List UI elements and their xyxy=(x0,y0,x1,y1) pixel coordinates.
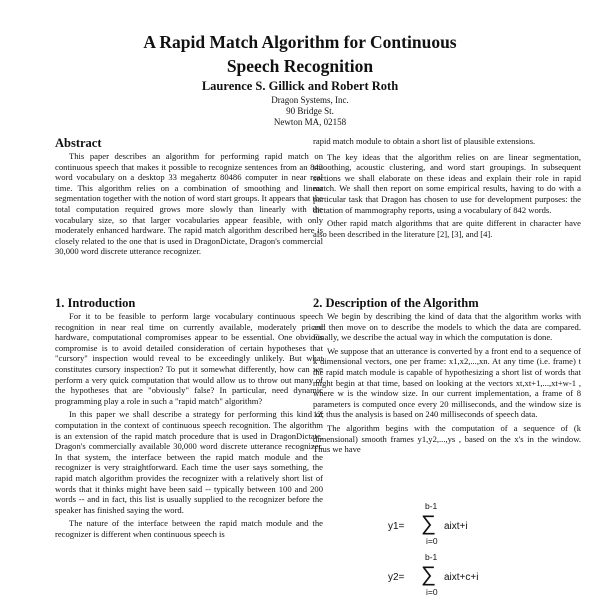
section-2-heading: 2. Description of the Algorithm xyxy=(313,296,479,310)
formula-y2-upper-limit: b-1 xyxy=(425,552,438,562)
paper-title-line-2: Speech Recognition xyxy=(226,56,374,76)
right-intro-continuation xyxy=(313,136,581,239)
formula-y1-rhs: aixt+i xyxy=(444,521,468,532)
formula-y1-lhs: y1= xyxy=(388,521,405,532)
abstract-section xyxy=(55,136,323,257)
continuation-paragraph: rapid match module to obtain a short list of plausible extensions. xyxy=(313,136,536,146)
abstract-body: This paper describes an algorithm for performing rapid match on continuous speech that makes it possible to recognize sentences from an 842 word vocabulary on a desktop 33 megahertz 80486 computer in near real time. This algorithm relies on a combination of smoothing and linear segmentation together with the notion of word start groups. It appears that the total computation required grows more slowly than linearly with the vocabulary size, so that larger vocabularies appear feasible, with only moderately enhanced hardware. The rapid match algorithm described here is closely related to the one that is used in DragonDictate, Dragon's commercial 30,000 word discrete utterance recognizer. xyxy=(55,151,323,257)
other-algorithms-paragraph: Other rapid match algorithms that are quite different in character have also been described in the literature [2], [3], and [4]. xyxy=(313,218,581,239)
section-2-paragraph-1: We begin by describing the kind of data that the algorithm works with and then move on to describe the models to which the data are compared. Finally, we describe the actual way in which the computation is done. xyxy=(313,311,581,343)
introduction-paragraph-2: In this paper we shall describe a strategy for performing this kind of computation in the context of continuous speech recognition. The algorithm is an extension of the rapid match procedure that is used in DragonDictate, Dragon's commercially available 30,000 word discrete utterance recognizer. In that system, the interface between the rapid match module and the recognizer is very straightforward. Each time the user says something, the rapid match algorithm provides the recognizer with a relatively short list of words that it thinks might have been said -- typically between 100 and 200 words -- and in fact, this list is usually supplied to the recognizer before the speaker has finished saying the word. xyxy=(55,409,323,515)
section-2-paragraph-3: The algorithm begins with the computation of a sequence of (k dimensional) smooth frames y1,y2,...,ys , based on the x's in the window. Thus we have xyxy=(313,422,581,455)
introduction-paragraph-3: The nature of the interface between the rapid match module and the recognizer is different when continuous speech is xyxy=(55,518,323,539)
paper-title-line-1: A Rapid Match Algorithm for Continuous xyxy=(143,32,457,52)
paper-authors: Laurence S. Gillick and Robert Roth xyxy=(201,79,399,93)
formula-y2-rhs: aixt+c+i xyxy=(444,572,479,583)
affiliation-line-3: Newton MA, 02158 xyxy=(273,117,347,127)
summation-symbol: ∑ xyxy=(421,512,436,535)
section-2 xyxy=(313,296,581,455)
introduction-paragraph-1: For it to be feasible to perform large vocabulary continuous speech recognition in near real time on currently available, moderately priced hardware, computational compromises appear to be essential. One obvious compromise is to avoid detailed consideration of certain hypotheses that "cursory" inspection would reveal to be exceedingly unlikely. But what constitutes cursory inspection? To put it somewhat differently, how can we perform a very quick computation that would allow us to throw out many of the hypotheses that are "obviously" false? In particular, need dynamic programming play a role in such a "rapid match" algorithm? xyxy=(55,311,323,406)
key-ideas-paragraph: The key ideas that the algorithm relies on are linear segmentation, smoothing, acoustic clustering, and word start groupings. In subsequent sections we shall elaborate on these ideas and explain their role in rapid match. We shall then report on some empirical results, having to do with a particular task that Dragon has chosen to use for development purposes: the dictation of mammography reports, using a vocabulary of 842 words. xyxy=(313,151,581,215)
formula-y2-lhs: y2= xyxy=(388,572,405,583)
formula-y1-lower-limit: i=0 xyxy=(426,536,438,546)
section-2-paragraph-2: We suppose that an utterance is converted by a front end to a sequence of k dimensional vectors, one per frame: x1,x2,...,xn. At any time (i.e. frame) t the rapid match module is capable of hypothesizing a short list of words that might begin at that time, based on looking at the vectors xt,xt+1,...,xt+w-1 , where w is the window size. In our current implementation, a frame of 8 parameters is computed once every 20 milliseconds, and the window size is 12; thus the analysis is based on 240 milliseconds of speech data. xyxy=(313,345,581,420)
introduction-section xyxy=(55,296,323,539)
formula-y1-upper-limit: b-1 xyxy=(425,501,438,511)
abstract-heading: Abstract xyxy=(55,136,102,150)
summation-symbol: ∑ xyxy=(421,563,436,586)
formula-y2-lower-limit: i=0 xyxy=(426,587,438,597)
affiliation-line-2: 90 Bridge St. xyxy=(286,106,334,116)
introduction-heading: 1. Introduction xyxy=(55,296,136,310)
affiliation-line-1: Dragon Systems, Inc. xyxy=(271,95,349,105)
formula-y1 xyxy=(388,501,548,557)
